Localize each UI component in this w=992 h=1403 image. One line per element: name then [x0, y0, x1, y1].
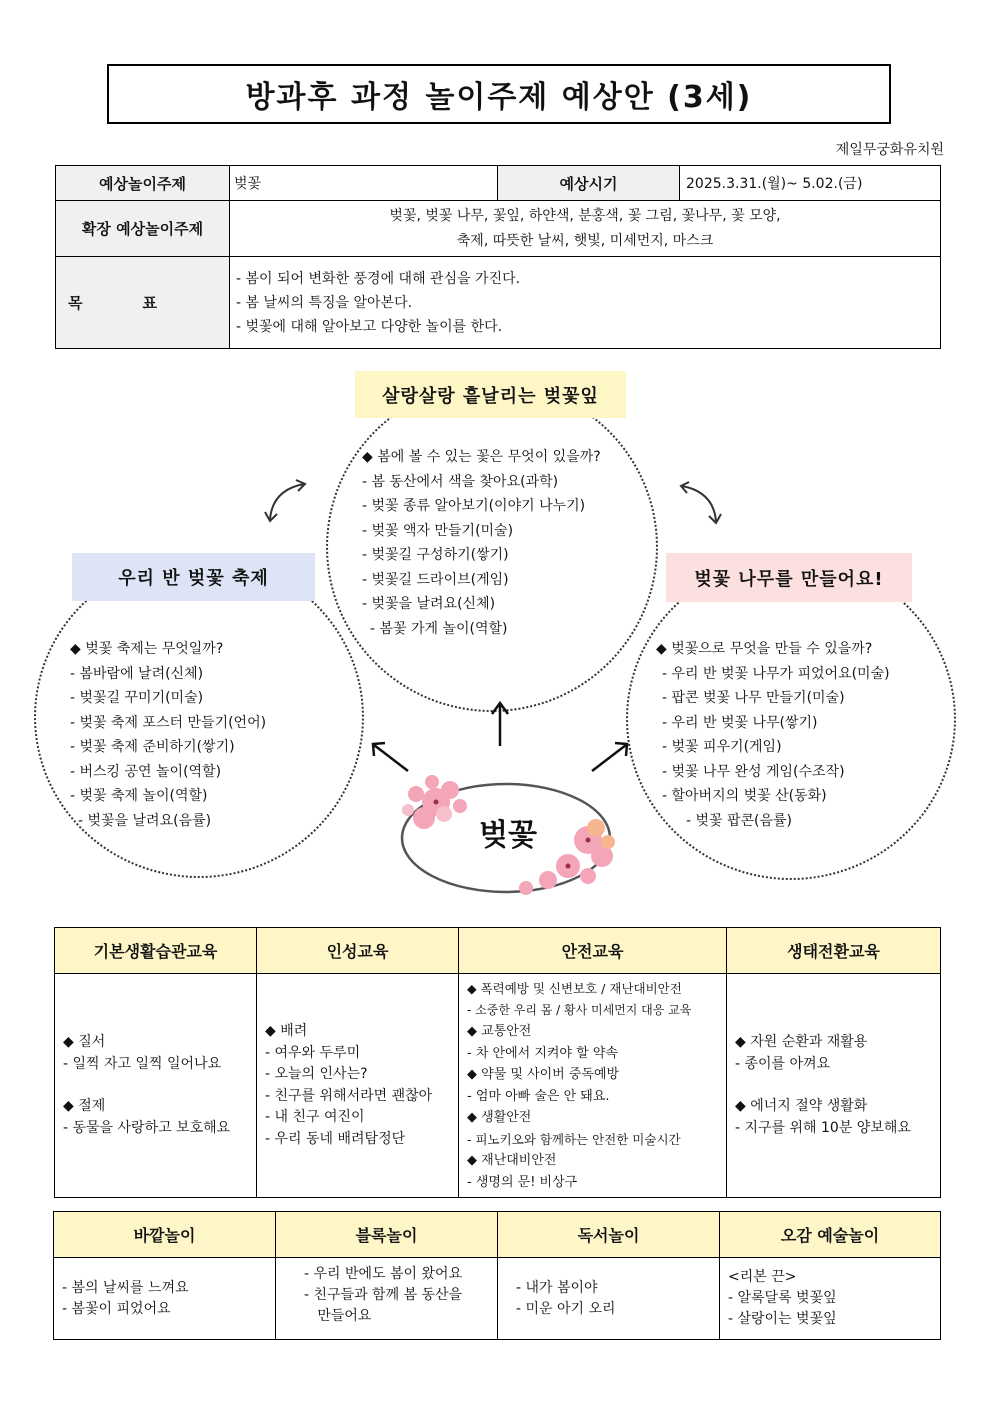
header-reading-play: 독서놀이	[498, 1212, 720, 1258]
list-item: ◆ 자원 순환과 재활용	[735, 1034, 868, 1050]
list-item: ◆ 벚꽃 축제는 무엇일까?	[70, 641, 224, 657]
safety-cell	[459, 974, 727, 1198]
list-item: ◆ 벚꽃으로 무엇을 만들 수 있을까?	[656, 641, 873, 657]
header-sensory-art-play: 오감 예술놀이	[720, 1212, 941, 1258]
basic-habits-cell	[55, 974, 257, 1198]
list-item: - 벚꽃 축제 준비하기(쌓기)	[70, 739, 235, 755]
list-item: - 피노키오와 함께하는 안전한 미술시간	[467, 1131, 681, 1147]
list-item: - 생명의 문! 비상구	[467, 1174, 578, 1190]
list-item: - 벚꽃 나무 완성 게임(수조작)	[662, 763, 845, 780]
left-activity-list	[70, 637, 266, 833]
education-table	[54, 927, 941, 1198]
list-item: - 봄꽃이 피었어요	[62, 1300, 171, 1317]
header-outdoor-play: 바깥놀이	[54, 1212, 276, 1258]
goal-label-text: 목표	[68, 294, 217, 312]
list-item: - 벚꽃을 날려요(신체)	[362, 596, 496, 612]
header-basic-habits: 기본생활습관교육	[55, 928, 257, 974]
block-play-cell	[276, 1258, 498, 1340]
list-item: ◆ 에너지 절약 생활화	[735, 1098, 868, 1114]
list-item: - 여우와 두루미	[265, 1044, 361, 1061]
top-activity-list	[362, 445, 601, 641]
arrow-up-left-icon	[370, 740, 412, 774]
extended-topic-value	[230, 201, 941, 257]
outdoor-play-cell	[54, 1258, 276, 1340]
list-item: - 일찍 자고 일찍 일어나요	[63, 1055, 222, 1072]
topic-value: 벚꽃	[230, 166, 498, 201]
curved-arrow-right-icon	[674, 480, 724, 528]
list-item: - 알록달록 벚꽃잎	[728, 1290, 837, 1306]
goal-label	[56, 257, 230, 349]
list-item: - 벚꽃을 날려요(음률)	[78, 812, 212, 829]
curved-arrow-left-icon	[262, 478, 312, 526]
title-box	[107, 64, 891, 124]
list-item: - 팝콘 벚꽃 나무 만들기(미술)	[662, 690, 845, 706]
topic-label: 예상놀이주제	[56, 166, 230, 201]
reading-play-cell	[498, 1258, 720, 1340]
page-title: 방과후 과정 놀이주제 예상안 (3세)	[245, 80, 753, 115]
right-activity-list	[656, 637, 890, 833]
list-item: - 벚꽃 종류 알아보기(이야기 나누기)	[362, 498, 586, 514]
list-item: ◆ 약물 및 사이버 중독예방	[467, 1067, 620, 1082]
list-item: - 살랑이는 벚꽃잎	[728, 1311, 837, 1327]
list-item: ◆ 봄에 볼 수 있는 꽃은 무엇이 있을까?	[362, 449, 601, 465]
list-item: - 벚꽃 팝콘(음률)	[686, 812, 793, 829]
list-item: - 벚꽃길 구성하기(쌓기)	[362, 547, 509, 563]
list-item: <리본 끈>	[728, 1269, 797, 1285]
list-item: - 친구를 위해서라면 괜찮아	[265, 1087, 433, 1104]
list-item: - 미운 아기 오리	[516, 1300, 616, 1317]
organization-name: 제일무궁화유치원	[835, 142, 944, 158]
right-theme-label: 벚꽃 나무를 만들어요!	[666, 553, 912, 602]
list-item: - 내 친구 여진이	[265, 1109, 365, 1125]
list-item: - 우리 반 벚꽃 나무가 피었어요(미술)	[662, 665, 890, 682]
list-item: - 버스킹 공연 놀이(역할)	[70, 763, 222, 780]
list-item: - 우리 동네 배려탐정단	[265, 1130, 406, 1147]
center-topic-label: 벚꽃	[479, 818, 537, 853]
list-item: ◆ 절제	[63, 1098, 106, 1114]
list-item	[63, 1075, 248, 1096]
list-item: - 소중한 우리 몸 / 황사 미세먼지 대응 교육	[467, 1002, 692, 1017]
arrow-up-icon	[488, 700, 512, 748]
extended-line: 축제, 따뜻한 날씨, 햇빛, 미세먼지, 마스크	[456, 232, 714, 249]
list-item: - 봄의 날씨를 느껴요	[62, 1279, 189, 1296]
list-item: - 오늘의 인사는?	[265, 1066, 368, 1082]
header-ecology: 생태전환교육	[727, 928, 941, 974]
list-item: - 벚꽃길 드라이브(게임)	[362, 571, 509, 588]
extended-line: 벚꽃, 벚꽃 나무, 꽃잎, 하얀색, 분홍색, 꽃 그림, 꽃나무, 꽃 모양,	[389, 207, 781, 224]
list-item: ◆ 배려	[265, 1023, 308, 1039]
list-item: ◆ 질서	[63, 1034, 106, 1050]
goal-item: - 봄 날씨의 특징을 알아본다.	[236, 294, 413, 311]
left-theme-label: 우리 반 벚꽃 축제	[72, 553, 315, 601]
list-item: - 벚꽃 축제 놀이(역할)	[70, 788, 208, 804]
header-block-play: 블록놀이	[276, 1212, 498, 1258]
list-item: - 차 안에서 지켜야 할 약속	[467, 1045, 618, 1061]
goal-item: - 벚꽃에 대해 알아보고 다양한 놀이를 한다.	[236, 318, 503, 335]
arrow-up-right-icon	[588, 740, 630, 774]
list-item: - 벚꽃 피우기(게임)	[662, 739, 782, 755]
goal-item: - 봄이 되어 변화한 풍경에 대해 관심을 가진다.	[236, 270, 521, 287]
list-item: - 종이를 아껴요	[735, 1055, 831, 1072]
topic-info-table	[55, 165, 941, 349]
list-item: - 벚꽃길 꾸미기(미술)	[70, 690, 204, 706]
list-item: ◆ 생활안전	[467, 1110, 532, 1125]
header-character: 인성교육	[257, 928, 459, 974]
list-item: - 엄마 아빠 술은 안 돼요.	[467, 1088, 610, 1104]
list-item: - 친구들과 함께 봄 동산을	[304, 1287, 463, 1303]
list-item	[735, 1075, 932, 1096]
list-item: - 우리 반 벚꽃 나무(쌓기)	[662, 714, 818, 731]
center-topic	[388, 770, 628, 905]
list-item: - 벚꽃 액자 만들기(미술)	[362, 522, 514, 539]
character-cell	[257, 974, 459, 1198]
list-item: - 우리 반에도 봄이 왔어요	[304, 1266, 463, 1282]
header-safety: 안전교육	[459, 928, 727, 974]
list-item: 만들어요	[304, 1308, 372, 1324]
list-item: - 지구를 위해 10분 양보해요	[735, 1119, 911, 1136]
play-table	[53, 1211, 941, 1340]
top-theme-label: 살랑살랑 흩날리는 벚꽃잎	[355, 371, 626, 418]
list-item: - 동물을 사랑하고 보호해요	[63, 1119, 231, 1136]
period-value: 2025.3.31.(월)~ 5.02.(금)	[680, 166, 941, 201]
period-label: 예상시기	[498, 166, 680, 201]
list-item: ◆ 폭력예방 및 신변보호 / 재난대비안전	[467, 981, 682, 996]
list-item: - 봄꽃 가게 놀이(역할)	[370, 620, 508, 637]
sensory-art-play-cell	[720, 1258, 941, 1340]
ecology-cell	[727, 974, 941, 1198]
list-item: - 내가 봄이야	[516, 1279, 598, 1296]
goal-list	[230, 257, 941, 349]
extended-topic-label: 확장 예상놀이주제	[56, 201, 230, 257]
list-item: - 봄바람에 날려(신체)	[70, 665, 204, 682]
list-item: - 벚꽃 축제 포스터 만들기(언어)	[70, 714, 267, 731]
list-item: - 할아버지의 벚꽃 산(동화)	[662, 788, 827, 804]
list-item: ◆ 교통안전	[467, 1024, 532, 1039]
list-item: - 봄 동산에서 색을 찾아요(과학)	[362, 473, 559, 490]
list-item: ◆ 재난대비안전	[467, 1153, 557, 1168]
